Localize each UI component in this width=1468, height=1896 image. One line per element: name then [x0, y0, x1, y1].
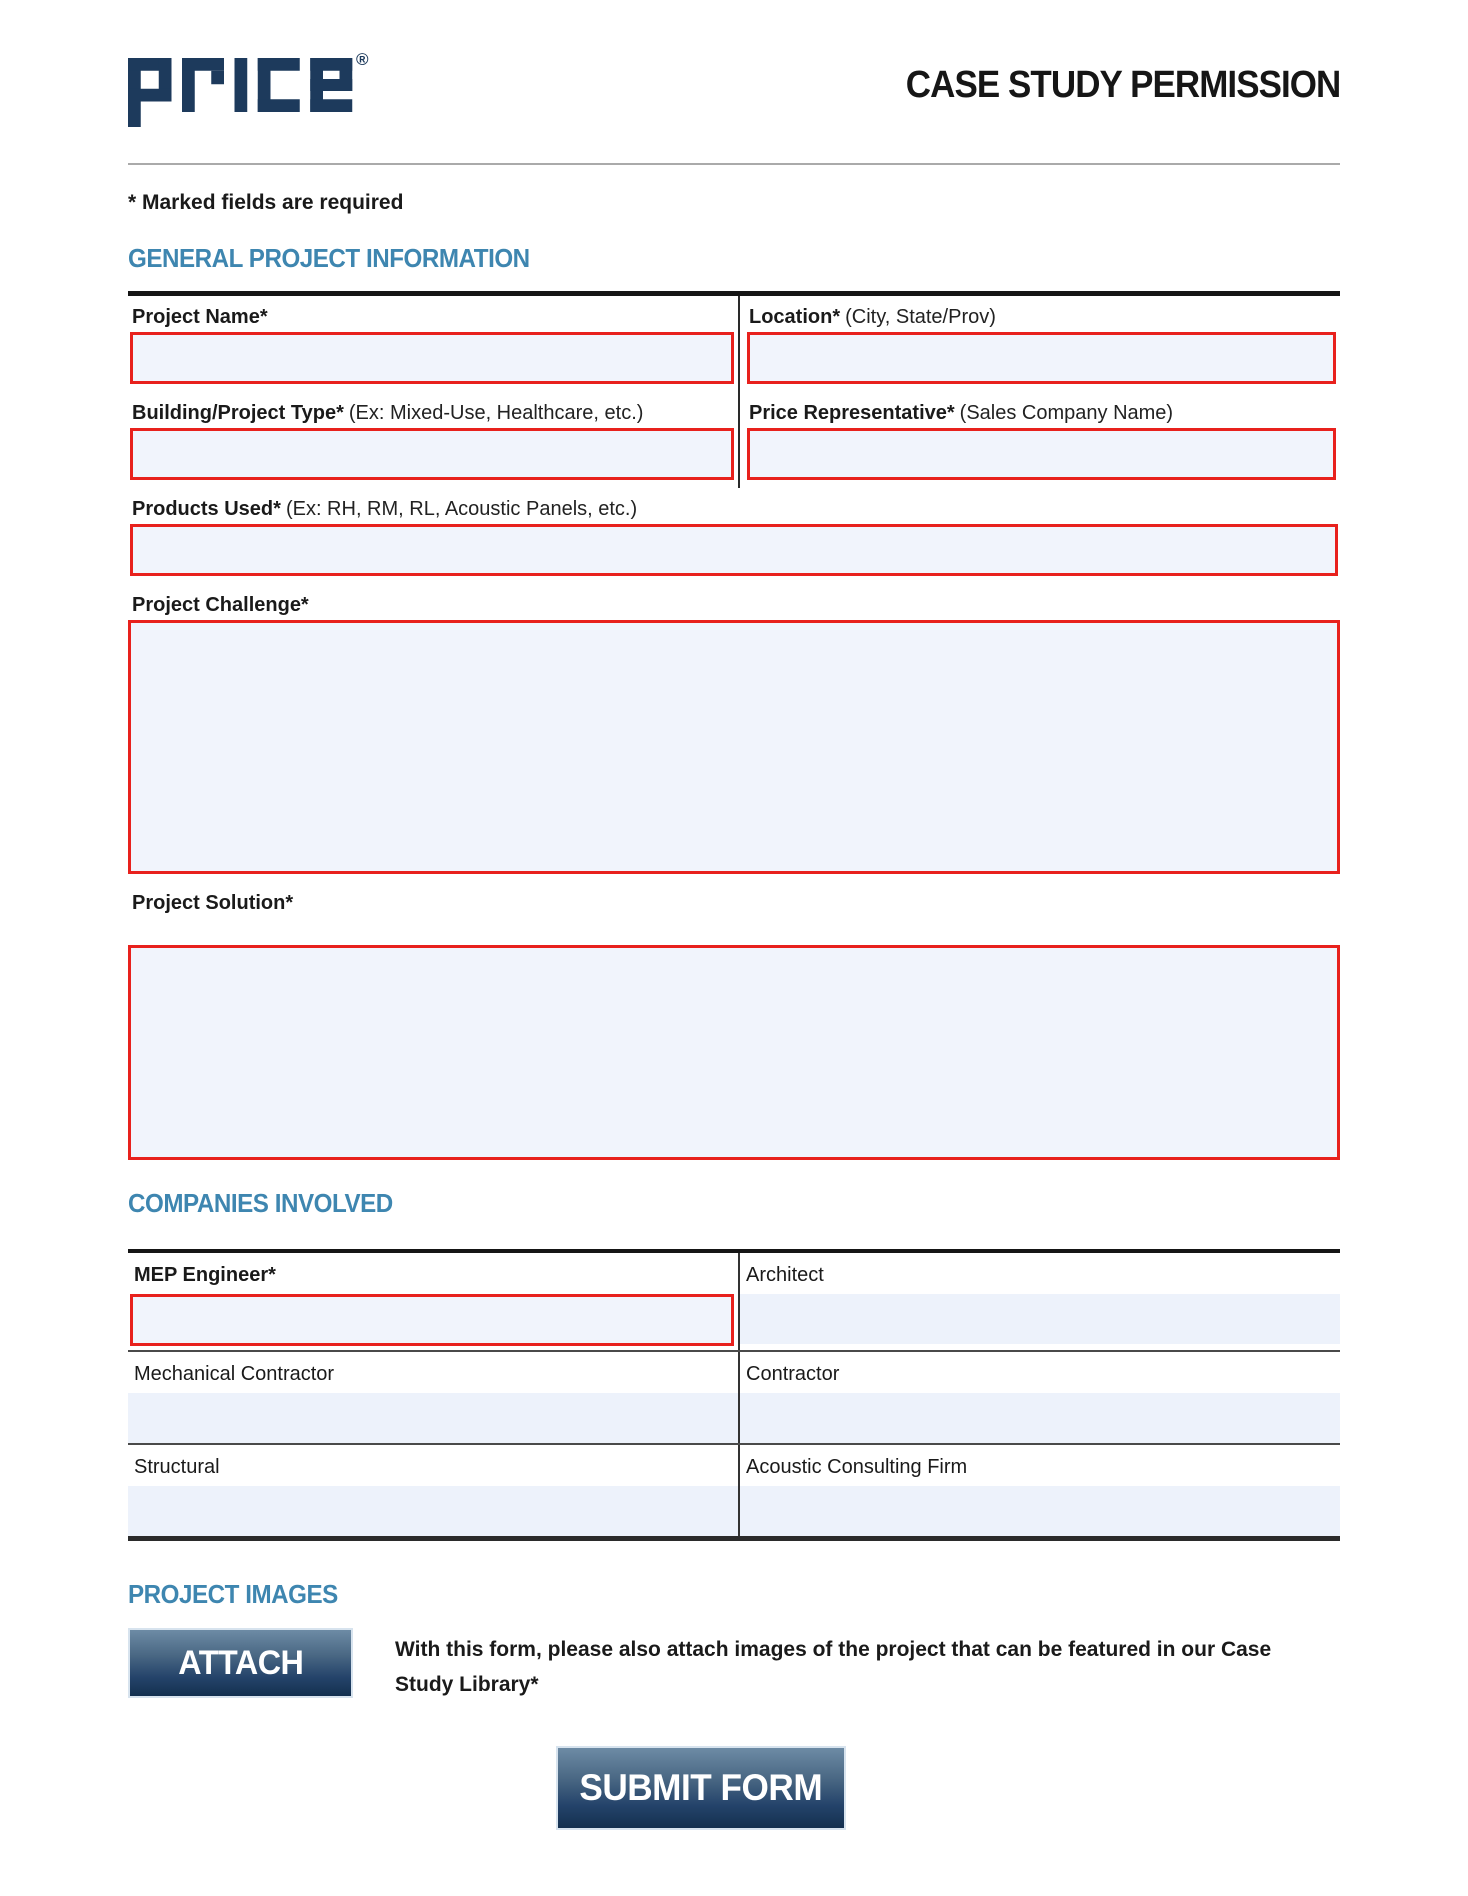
location-cell [740, 296, 1340, 392]
location-label: Location* (City, State/Prov) [749, 306, 996, 328]
attach-row [128, 1628, 1340, 1702]
table-row [128, 1352, 1340, 1445]
project-solution-row [128, 882, 1340, 1160]
acoustic-consulting-field[interactable] [740, 1486, 1340, 1536]
section-title-general: GENERAL PROJECT INFORMATION [128, 243, 530, 273]
project-challenge-field[interactable] [128, 620, 1340, 874]
table-row [128, 1445, 1340, 1536]
submit-form-button-label: SUBMIT FORM [579, 1767, 823, 1808]
structural-label: Structural [134, 1456, 220, 1478]
acoustic-consulting-label: Acoustic Consulting Firm [746, 1456, 968, 1478]
contractor-label: Contractor [746, 1363, 840, 1385]
section-title-project-images: PROJECT IMAGES [128, 1579, 338, 1609]
form-page [128, 0, 1340, 1830]
price-logo [128, 52, 369, 127]
project-solution-field[interactable] [128, 945, 1340, 1160]
structural-cell [128, 1445, 740, 1536]
location-field[interactable] [747, 332, 1336, 384]
mechanical-contractor-cell [128, 1352, 740, 1443]
project-name-label: Project Name* [132, 306, 268, 328]
products-used-field[interactable] [130, 524, 1338, 576]
attach-button-label: ATTACH [177, 1643, 304, 1682]
structural-field[interactable] [128, 1486, 738, 1536]
architect-label: Architect [746, 1264, 824, 1286]
table-row [128, 296, 1340, 392]
architect-cell [740, 1253, 1340, 1350]
mep-engineer-label: MEP Engineer* [134, 1264, 276, 1286]
general-info-table [128, 291, 1340, 1160]
submit-form-button[interactable] [556, 1746, 846, 1830]
required-fields-note: * Marked fields are required [128, 191, 404, 214]
building-type-label: Building/Project Type* (Ex: Mixed-Use, Healthcare, etc.) [132, 402, 644, 424]
building-type-field[interactable] [130, 428, 734, 480]
mep-engineer-cell [128, 1253, 740, 1350]
price-representative-field[interactable] [747, 428, 1336, 480]
price-representative-cell [740, 392, 1340, 488]
attach-instructions: With this form, please also attach images of the project that can be featured in our Case Study Library* [395, 1638, 1272, 1696]
project-challenge-label: Project Challenge* [132, 594, 309, 616]
acoustic-consulting-cell [740, 1445, 1340, 1536]
price-representative-label: Price Representative* (Sales Company Name) [749, 402, 1174, 424]
mep-engineer-field[interactable] [130, 1294, 734, 1346]
contractor-field[interactable] [740, 1393, 1340, 1443]
architect-field[interactable] [740, 1294, 1340, 1344]
project-solution-label: Project Solution* [132, 892, 294, 914]
header-divider [128, 163, 1340, 165]
price-logo-icon [128, 52, 353, 127]
companies-table [128, 1249, 1340, 1541]
mechanical-contractor-label: Mechanical Contractor [134, 1363, 335, 1385]
header [128, 0, 1340, 127]
contractor-cell [740, 1352, 1340, 1443]
project-name-field[interactable] [130, 332, 734, 384]
table-row [128, 392, 1340, 488]
attach-button[interactable] [128, 1628, 353, 1698]
table-row [128, 1253, 1340, 1352]
registered-trademark-mark: ® [356, 50, 369, 69]
mechanical-contractor-field[interactable] [128, 1393, 738, 1443]
project-challenge-row [128, 584, 1340, 874]
building-type-cell [128, 392, 740, 488]
page-title: CASE STUDY PERMISSION [905, 64, 1340, 106]
products-used-label: Products Used* (Ex: RH, RM, RL, Acoustic Panels, etc.) [132, 498, 638, 520]
products-used-row [128, 488, 1340, 576]
section-title-companies: COMPANIES INVOLVED [128, 1188, 393, 1218]
project-name-cell [128, 296, 740, 392]
